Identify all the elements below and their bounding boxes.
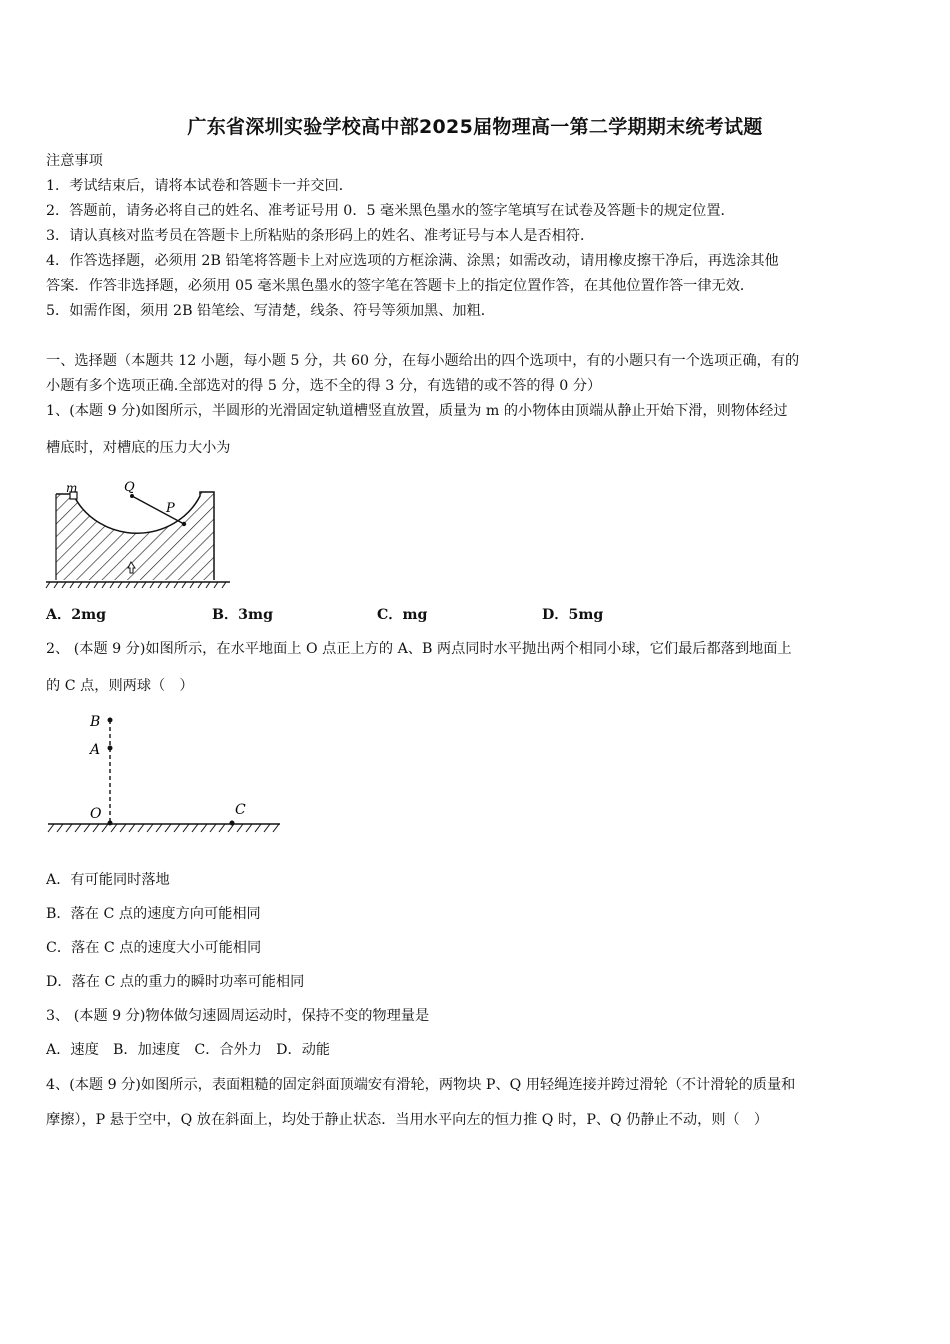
section-instructions: 一、选择题（本题共 12 小题，每小题 5 分，共 60 分，在每小题给出的四个选项中，有的小题只有一个选项正确，有的 xyxy=(46,353,800,369)
q1-option-b[interactable]: B．3mg xyxy=(212,607,273,623)
label-B: B xyxy=(90,714,101,730)
page-title: 广东省深圳实验学校高中部2025届物理高一第二学期期末统考试题 xyxy=(187,116,763,138)
label-A: A xyxy=(90,742,101,758)
q2-option-d[interactable]: D．落在 C 点的重力的瞬时功率可能相同 xyxy=(46,974,305,990)
question-2-figure xyxy=(44,708,284,842)
label-P: P xyxy=(166,501,175,516)
notice-item: 4．作答选择题，必须用 2B 铅笔将答题卡上对应选项的方框涂满、涂黑；如需改动，请用橡皮擦干净后，再选涂其他 xyxy=(46,253,779,269)
question-4-text: 摩擦），P 悬于空中，Q 放在斜面上，均处于静止状态．当用水平向左的恒力推 Q 时，P、Q 仍静止不动，则（ ） xyxy=(46,1112,769,1128)
question-2-text: 的 C 点，则两球（ ） xyxy=(46,678,194,694)
point-A xyxy=(108,746,113,751)
notice-item: 3．请认真核对监考员在答题卡上所粘贴的条形码上的姓名、准考证号与本人是否相符． xyxy=(46,228,595,244)
q2-option-b[interactable]: B．落在 C 点的速度方向可能相同 xyxy=(46,906,261,922)
q1-option-a[interactable]: A．2mg xyxy=(46,607,106,623)
notice-item: 答案．作答非选择题，必须用 05 毫米黑色墨水的签字笔在答题卡上的指定位置作答，在其他位置作答一律无效． xyxy=(46,278,755,294)
question-1-text: 1、(本题 9 分)如图所示，半圆形的光滑固定轨道槽竖直放置，质量为 m 的小物体由顶端从静止开始下滑，则物体经过 xyxy=(46,403,788,419)
question-4-text: 4、(本题 9 分)如图所示，表面粗糙的固定斜面顶端安有滑轮，两物块 P、Q 用轻绳连接并跨过滑轮（不计滑轮的质量和 xyxy=(46,1077,796,1093)
label-m: m xyxy=(66,481,78,495)
question-1-text: 槽底时，对槽底的压力大小为 xyxy=(46,440,231,456)
question-3-text: 3、 (本题 9 分)物体做匀速圆周运动时，保持不变的物理量是 xyxy=(46,1008,430,1024)
notice-heading: 注意事项 xyxy=(46,153,103,169)
question-2-text: 2、 (本题 9 分)如图所示，在水平地面上 O 点正上方的 A、B 两点同时水平抛出两个相同小球，它们最后都落到地面上 xyxy=(46,641,792,657)
notice-item: 5．如需作图，须用 2B 铅笔绘、写清楚，线条、符号等须加黑、加粗． xyxy=(46,303,495,319)
label-C: C xyxy=(235,802,246,818)
notice-item: 2．答题前，请务必将自己的姓名、准考证号用 0．5 毫米黑色墨水的签字笔填写在试卷及答题卡的规定位置． xyxy=(46,203,735,219)
point-B xyxy=(108,718,113,723)
q1-option-c[interactable]: C．mg xyxy=(377,607,428,623)
q3-options[interactable]: A．速度 B．加速度 C．合外力 D．动能 xyxy=(46,1042,331,1058)
question-1-figure xyxy=(44,472,236,590)
q1-option-d[interactable]: D．5mg xyxy=(542,607,604,623)
label-Q: Q xyxy=(124,480,135,495)
radius-line xyxy=(132,496,184,524)
label-O: O xyxy=(90,806,102,822)
q2-option-a[interactable]: A．有可能同时落地 xyxy=(46,872,170,888)
section-instructions: 小题有多个选项正确.全部选对的得 5 分，选不全的得 3 分，有选错的或不答的得 0 分） xyxy=(46,378,602,394)
q2-option-c[interactable]: C．落在 C 点的速度大小可能相同 xyxy=(46,940,262,956)
notice-item: 1．考试结束后，请将本试卷和答题卡一并交回． xyxy=(46,178,353,194)
